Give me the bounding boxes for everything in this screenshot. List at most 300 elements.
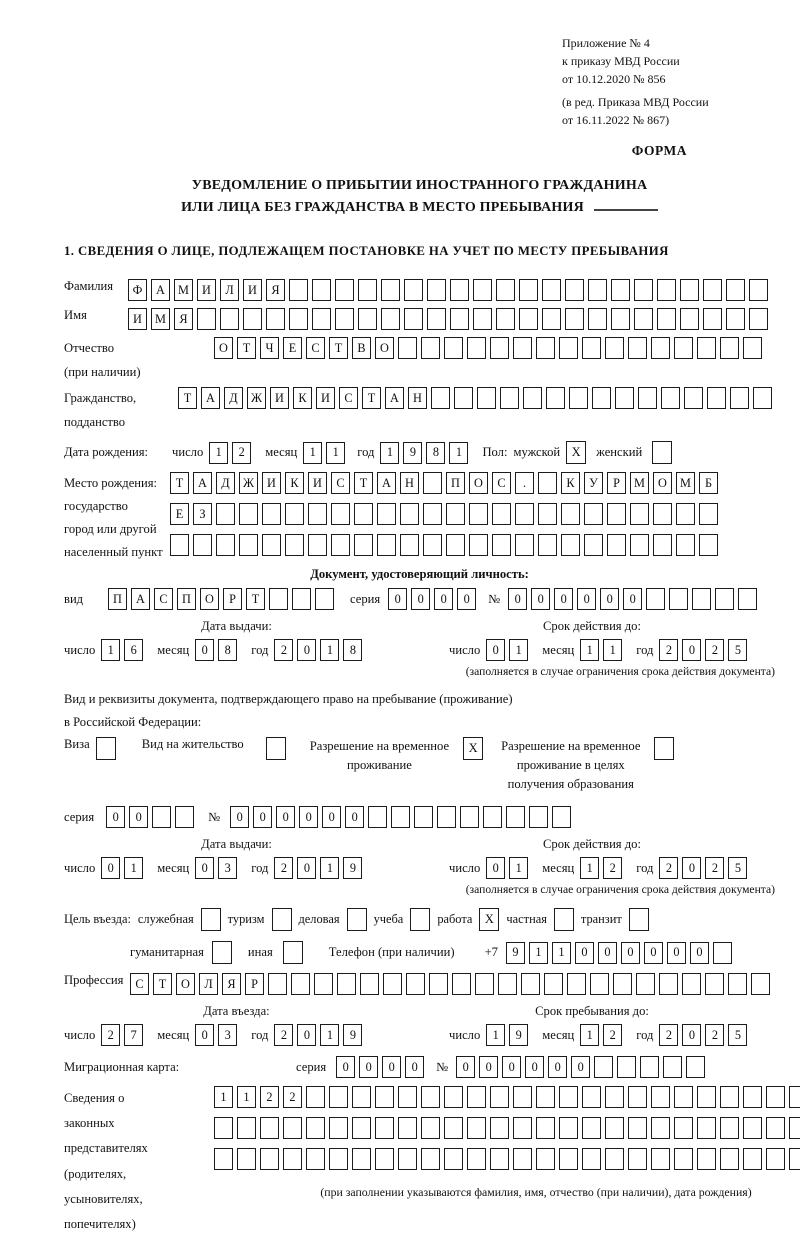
- char-box[interactable]: 2: [705, 639, 724, 661]
- char-box[interactable]: 0: [405, 1056, 424, 1078]
- char-box[interactable]: И: [316, 387, 335, 409]
- char-box[interactable]: [423, 472, 442, 494]
- char-box[interactable]: [588, 279, 607, 301]
- char-box[interactable]: [590, 973, 609, 995]
- char-box[interactable]: [266, 308, 285, 330]
- char-box[interactable]: Т: [329, 337, 348, 359]
- char-box[interactable]: Д: [224, 387, 243, 409]
- char-box[interactable]: [404, 279, 423, 301]
- char-box[interactable]: М: [174, 279, 193, 301]
- char-box[interactable]: 1: [552, 942, 571, 964]
- char-box[interactable]: Т: [178, 387, 197, 409]
- char-box[interactable]: [607, 503, 626, 525]
- char-box[interactable]: И: [128, 308, 147, 330]
- char-box[interactable]: [674, 1148, 693, 1170]
- char-box[interactable]: 1: [580, 857, 599, 879]
- char-box[interactable]: 0: [575, 942, 594, 964]
- char-box[interactable]: 0: [322, 806, 341, 828]
- char-box[interactable]: 0: [345, 806, 364, 828]
- char-box[interactable]: [377, 534, 396, 556]
- char-box[interactable]: [214, 1148, 233, 1170]
- char-box[interactable]: [292, 588, 311, 610]
- char-box[interactable]: Р: [223, 588, 242, 610]
- char-box[interactable]: [705, 973, 724, 995]
- char-box[interactable]: 1: [101, 639, 120, 661]
- char-box[interactable]: [285, 534, 304, 556]
- char-box[interactable]: 1: [237, 1086, 256, 1108]
- char-box[interactable]: 2: [705, 857, 724, 879]
- char-box[interactable]: [467, 1148, 486, 1170]
- char-box[interactable]: Т: [237, 337, 256, 359]
- char-box[interactable]: 2: [274, 1024, 293, 1046]
- char-box[interactable]: [427, 279, 446, 301]
- char-box[interactable]: [536, 337, 555, 359]
- birthplace-boxes-row1[interactable]: [170, 472, 722, 494]
- char-box[interactable]: [592, 387, 611, 409]
- char-box[interactable]: [496, 279, 515, 301]
- char-box[interactable]: [542, 308, 561, 330]
- char-box[interactable]: [615, 387, 634, 409]
- char-box[interactable]: 0: [297, 1024, 316, 1046]
- char-box[interactable]: 0: [195, 857, 214, 879]
- char-box[interactable]: [306, 1117, 325, 1139]
- char-box[interactable]: [473, 279, 492, 301]
- char-box[interactable]: К: [561, 472, 580, 494]
- char-box[interactable]: 0: [411, 588, 430, 610]
- char-box[interactable]: [506, 806, 525, 828]
- char-box[interactable]: [565, 308, 584, 330]
- char-box[interactable]: [513, 337, 532, 359]
- char-box[interactable]: [398, 1086, 417, 1108]
- residence-number-boxes[interactable]: [230, 806, 575, 828]
- char-box[interactable]: В: [352, 337, 371, 359]
- char-box[interactable]: 2: [274, 639, 293, 661]
- char-box[interactable]: А: [377, 472, 396, 494]
- char-box[interactable]: 1: [529, 942, 548, 964]
- char-box[interactable]: Р: [607, 472, 626, 494]
- char-box[interactable]: [406, 973, 425, 995]
- char-box[interactable]: Н: [408, 387, 427, 409]
- char-box[interactable]: 0: [276, 806, 295, 828]
- char-box[interactable]: 1: [580, 639, 599, 661]
- char-box[interactable]: [686, 1056, 705, 1078]
- char-box[interactable]: 0: [230, 806, 249, 828]
- char-box[interactable]: П: [177, 588, 196, 610]
- char-box[interactable]: [444, 337, 463, 359]
- residence-valid-day-boxes[interactable]: [486, 857, 532, 879]
- char-box[interactable]: [559, 1117, 578, 1139]
- char-box[interactable]: 1: [509, 639, 528, 661]
- char-box[interactable]: [674, 1086, 693, 1108]
- char-box[interactable]: 1: [214, 1086, 233, 1108]
- char-box[interactable]: [490, 1148, 509, 1170]
- char-box[interactable]: [331, 503, 350, 525]
- char-box[interactable]: [519, 279, 538, 301]
- char-box[interactable]: Ж: [239, 472, 258, 494]
- char-box[interactable]: [329, 1148, 348, 1170]
- char-box[interactable]: [291, 973, 310, 995]
- char-box[interactable]: [567, 973, 586, 995]
- char-box[interactable]: [680, 308, 699, 330]
- char-box[interactable]: [329, 1086, 348, 1108]
- char-box[interactable]: [743, 1117, 762, 1139]
- char-box[interactable]: [703, 308, 722, 330]
- char-box[interactable]: [730, 387, 749, 409]
- char-box[interactable]: З: [193, 503, 212, 525]
- char-box[interactable]: [680, 279, 699, 301]
- char-box[interactable]: Я: [266, 279, 285, 301]
- doc-seriya-boxes[interactable]: [388, 588, 480, 610]
- char-box[interactable]: [429, 973, 448, 995]
- char-box[interactable]: [653, 534, 672, 556]
- char-box[interactable]: Ж: [247, 387, 266, 409]
- char-box[interactable]: [720, 1086, 739, 1108]
- char-box[interactable]: 0: [682, 1024, 701, 1046]
- char-box[interactable]: Л: [220, 279, 239, 301]
- char-box[interactable]: [152, 806, 171, 828]
- char-box[interactable]: [628, 1148, 647, 1170]
- char-box[interactable]: [605, 337, 624, 359]
- purpose-study-checkbox[interactable]: [410, 908, 430, 931]
- char-box[interactable]: [391, 806, 410, 828]
- char-box[interactable]: [676, 534, 695, 556]
- char-box[interactable]: [289, 308, 308, 330]
- char-box[interactable]: [605, 1148, 624, 1170]
- char-box[interactable]: И: [308, 472, 327, 494]
- char-box[interactable]: [651, 1148, 670, 1170]
- char-box[interactable]: 2: [659, 639, 678, 661]
- char-box[interactable]: [220, 308, 239, 330]
- char-box[interactable]: [546, 387, 565, 409]
- char-box[interactable]: П: [446, 472, 465, 494]
- char-box[interactable]: [519, 308, 538, 330]
- char-box[interactable]: [312, 308, 331, 330]
- char-box[interactable]: И: [270, 387, 289, 409]
- char-box[interactable]: Н: [400, 472, 419, 494]
- char-box[interactable]: [483, 806, 502, 828]
- char-box[interactable]: [289, 279, 308, 301]
- residence-valid-month-boxes[interactable]: [580, 857, 626, 879]
- entry-year-boxes[interactable]: [274, 1024, 366, 1046]
- char-box[interactable]: [352, 1148, 371, 1170]
- char-box[interactable]: [368, 806, 387, 828]
- char-box[interactable]: [431, 387, 450, 409]
- char-box[interactable]: [663, 1056, 682, 1078]
- char-box[interactable]: [682, 973, 701, 995]
- char-box[interactable]: У: [584, 472, 603, 494]
- char-box[interactable]: 1: [380, 442, 399, 464]
- char-box[interactable]: 0: [577, 588, 596, 610]
- char-box[interactable]: А: [131, 588, 150, 610]
- char-box[interactable]: [315, 588, 334, 610]
- char-box[interactable]: 0: [456, 1056, 475, 1078]
- char-box[interactable]: 0: [486, 857, 505, 879]
- purpose-tourism-checkbox[interactable]: [272, 908, 292, 931]
- char-box[interactable]: [216, 534, 235, 556]
- char-box[interactable]: [490, 337, 509, 359]
- char-box[interactable]: М: [676, 472, 695, 494]
- char-box[interactable]: 5: [728, 1024, 747, 1046]
- char-box[interactable]: [538, 472, 557, 494]
- char-box[interactable]: [565, 279, 584, 301]
- sex-male-checkbox[interactable]: X: [566, 441, 586, 464]
- char-box[interactable]: [467, 1117, 486, 1139]
- char-box[interactable]: [421, 1148, 440, 1170]
- char-box[interactable]: 8: [426, 442, 445, 464]
- char-box[interactable]: [613, 973, 632, 995]
- char-box[interactable]: [697, 1117, 716, 1139]
- char-box[interactable]: [766, 1117, 785, 1139]
- char-box[interactable]: 0: [106, 806, 125, 828]
- char-box[interactable]: 2: [603, 857, 622, 879]
- char-box[interactable]: 2: [283, 1086, 302, 1108]
- char-box[interactable]: [749, 279, 768, 301]
- char-box[interactable]: [400, 503, 419, 525]
- representatives-boxes-row3[interactable]: [214, 1148, 800, 1170]
- char-box[interactable]: [766, 1148, 785, 1170]
- char-box[interactable]: 1: [449, 442, 468, 464]
- char-box[interactable]: 9: [343, 1024, 362, 1046]
- char-box[interactable]: [743, 337, 762, 359]
- char-box[interactable]: 9: [343, 857, 362, 879]
- char-box[interactable]: [450, 308, 469, 330]
- char-box[interactable]: [446, 534, 465, 556]
- char-box[interactable]: К: [293, 387, 312, 409]
- char-box[interactable]: 0: [682, 857, 701, 879]
- char-box[interactable]: [352, 1117, 371, 1139]
- char-box[interactable]: [521, 973, 540, 995]
- char-box[interactable]: [536, 1148, 555, 1170]
- char-box[interactable]: [473, 308, 492, 330]
- char-box[interactable]: [452, 973, 471, 995]
- char-box[interactable]: [454, 387, 473, 409]
- char-box[interactable]: 1: [486, 1024, 505, 1046]
- char-box[interactable]: [262, 534, 281, 556]
- char-box[interactable]: [697, 337, 716, 359]
- char-box[interactable]: [515, 534, 534, 556]
- char-box[interactable]: Ф: [128, 279, 147, 301]
- char-box[interactable]: Р: [245, 973, 264, 995]
- char-box[interactable]: [707, 387, 726, 409]
- char-box[interactable]: [467, 1086, 486, 1108]
- char-box[interactable]: Я: [174, 308, 193, 330]
- char-box[interactable]: [268, 973, 287, 995]
- residence-valid-year-boxes[interactable]: [659, 857, 751, 879]
- char-box[interactable]: [749, 308, 768, 330]
- char-box[interactable]: [640, 1056, 659, 1078]
- birthplace-boxes-row3[interactable]: [170, 534, 722, 556]
- char-box[interactable]: [703, 279, 722, 301]
- char-box[interactable]: [544, 973, 563, 995]
- doc-valid-day-boxes[interactable]: [486, 639, 532, 661]
- temp-residence-checkbox[interactable]: X: [463, 737, 483, 760]
- char-box[interactable]: [630, 503, 649, 525]
- char-box[interactable]: [214, 1117, 233, 1139]
- phone-boxes[interactable]: [506, 942, 736, 964]
- doc-number-boxes[interactable]: [508, 588, 761, 610]
- char-box[interactable]: 2: [705, 1024, 724, 1046]
- char-box[interactable]: 7: [124, 1024, 143, 1046]
- char-box[interactable]: 1: [320, 1024, 339, 1046]
- char-box[interactable]: 1: [209, 442, 228, 464]
- residence-issue-month-boxes[interactable]: [195, 857, 241, 879]
- char-box[interactable]: 0: [101, 857, 120, 879]
- char-box[interactable]: [699, 534, 718, 556]
- char-box[interactable]: И: [262, 472, 281, 494]
- char-box[interactable]: 0: [486, 639, 505, 661]
- migration-seriya-boxes[interactable]: [336, 1056, 428, 1078]
- doc-issue-year-boxes[interactable]: [274, 639, 366, 661]
- char-box[interactable]: [636, 973, 655, 995]
- char-box[interactable]: [444, 1148, 463, 1170]
- char-box[interactable]: [237, 1117, 256, 1139]
- char-box[interactable]: [308, 503, 327, 525]
- char-box[interactable]: [657, 279, 676, 301]
- char-box[interactable]: С: [492, 472, 511, 494]
- char-box[interactable]: 1: [509, 857, 528, 879]
- char-box[interactable]: [605, 1086, 624, 1108]
- char-box[interactable]: [720, 337, 739, 359]
- char-box[interactable]: [383, 973, 402, 995]
- char-box[interactable]: [331, 534, 350, 556]
- char-box[interactable]: [561, 503, 580, 525]
- char-box[interactable]: 1: [124, 857, 143, 879]
- residence-issue-day-boxes[interactable]: [101, 857, 147, 879]
- profession-boxes[interactable]: [130, 973, 774, 995]
- char-box[interactable]: [360, 973, 379, 995]
- char-box[interactable]: [611, 279, 630, 301]
- char-box[interactable]: [398, 337, 417, 359]
- char-box[interactable]: [628, 1086, 647, 1108]
- char-box[interactable]: [634, 279, 653, 301]
- char-box[interactable]: [538, 503, 557, 525]
- char-box[interactable]: Т: [170, 472, 189, 494]
- char-box[interactable]: 0: [644, 942, 663, 964]
- char-box[interactable]: 0: [554, 588, 573, 610]
- char-box[interactable]: [588, 308, 607, 330]
- char-box[interactable]: 3: [218, 1024, 237, 1046]
- char-box[interactable]: [651, 1117, 670, 1139]
- char-box[interactable]: .: [515, 472, 534, 494]
- char-box[interactable]: 0: [195, 1024, 214, 1046]
- char-box[interactable]: [354, 534, 373, 556]
- birthplace-boxes-row2[interactable]: [170, 503, 722, 525]
- char-box[interactable]: [789, 1117, 800, 1139]
- char-box[interactable]: [490, 1117, 509, 1139]
- char-box[interactable]: [260, 1148, 279, 1170]
- char-box[interactable]: [314, 973, 333, 995]
- char-box[interactable]: 8: [343, 639, 362, 661]
- char-box[interactable]: [569, 387, 588, 409]
- char-box[interactable]: Д: [216, 472, 235, 494]
- char-box[interactable]: 0: [508, 588, 527, 610]
- char-box[interactable]: [335, 308, 354, 330]
- char-box[interactable]: [437, 806, 456, 828]
- char-box[interactable]: [559, 1148, 578, 1170]
- patronymic-boxes[interactable]: [214, 337, 766, 359]
- char-box[interactable]: 0: [600, 588, 619, 610]
- char-box[interactable]: 0: [571, 1056, 590, 1078]
- char-box[interactable]: [262, 503, 281, 525]
- char-box[interactable]: 0: [299, 806, 318, 828]
- char-box[interactable]: [477, 387, 496, 409]
- char-box[interactable]: Б: [699, 472, 718, 494]
- char-box[interactable]: [377, 503, 396, 525]
- char-box[interactable]: 0: [336, 1056, 355, 1078]
- char-box[interactable]: 1: [603, 639, 622, 661]
- char-box[interactable]: [657, 308, 676, 330]
- firstname-boxes[interactable]: [128, 308, 772, 330]
- char-box[interactable]: 2: [603, 1024, 622, 1046]
- char-box[interactable]: [381, 308, 400, 330]
- residence-permit-checkbox[interactable]: [266, 737, 286, 760]
- char-box[interactable]: [552, 806, 571, 828]
- stay-year-boxes[interactable]: [659, 1024, 751, 1046]
- char-box[interactable]: [243, 308, 262, 330]
- char-box[interactable]: [358, 279, 377, 301]
- char-box[interactable]: 0: [388, 588, 407, 610]
- char-box[interactable]: [475, 973, 494, 995]
- char-box[interactable]: [398, 1148, 417, 1170]
- char-box[interactable]: [513, 1086, 532, 1108]
- entry-day-boxes[interactable]: [101, 1024, 147, 1046]
- temp-residence-edu-checkbox[interactable]: [654, 737, 674, 760]
- char-box[interactable]: Т: [354, 472, 373, 494]
- char-box[interactable]: И: [197, 279, 216, 301]
- char-box[interactable]: [404, 308, 423, 330]
- char-box[interactable]: [559, 1086, 578, 1108]
- char-box[interactable]: Т: [153, 973, 172, 995]
- char-box[interactable]: 2: [232, 442, 251, 464]
- char-box[interactable]: [500, 387, 519, 409]
- entry-month-boxes[interactable]: [195, 1024, 241, 1046]
- char-box[interactable]: [684, 387, 703, 409]
- char-box[interactable]: [337, 973, 356, 995]
- char-box[interactable]: [653, 503, 672, 525]
- char-box[interactable]: [269, 588, 288, 610]
- char-box[interactable]: [283, 1117, 302, 1139]
- char-box[interactable]: [421, 1086, 440, 1108]
- residence-seriya-boxes[interactable]: [106, 806, 198, 828]
- char-box[interactable]: [617, 1056, 636, 1078]
- char-box[interactable]: [216, 503, 235, 525]
- doc-valid-year-boxes[interactable]: [659, 639, 751, 661]
- char-box[interactable]: [444, 1117, 463, 1139]
- char-box[interactable]: [651, 1086, 670, 1108]
- char-box[interactable]: [607, 534, 626, 556]
- char-box[interactable]: [630, 534, 649, 556]
- char-box[interactable]: 9: [403, 442, 422, 464]
- char-box[interactable]: Ч: [260, 337, 279, 359]
- purpose-other-checkbox[interactable]: [283, 941, 303, 964]
- char-box[interactable]: [237, 1148, 256, 1170]
- char-box[interactable]: [634, 308, 653, 330]
- char-box[interactable]: 0: [531, 588, 550, 610]
- doc-type-boxes[interactable]: [108, 588, 338, 610]
- char-box[interactable]: 9: [506, 942, 525, 964]
- char-box[interactable]: [175, 806, 194, 828]
- char-box[interactable]: [427, 308, 446, 330]
- char-box[interactable]: [496, 308, 515, 330]
- char-box[interactable]: 0: [129, 806, 148, 828]
- char-box[interactable]: 2: [101, 1024, 120, 1046]
- char-box[interactable]: К: [285, 472, 304, 494]
- char-box[interactable]: [594, 1056, 613, 1078]
- char-box[interactable]: [789, 1148, 800, 1170]
- char-box[interactable]: [354, 503, 373, 525]
- char-box[interactable]: И: [243, 279, 262, 301]
- char-box[interactable]: 0: [195, 639, 214, 661]
